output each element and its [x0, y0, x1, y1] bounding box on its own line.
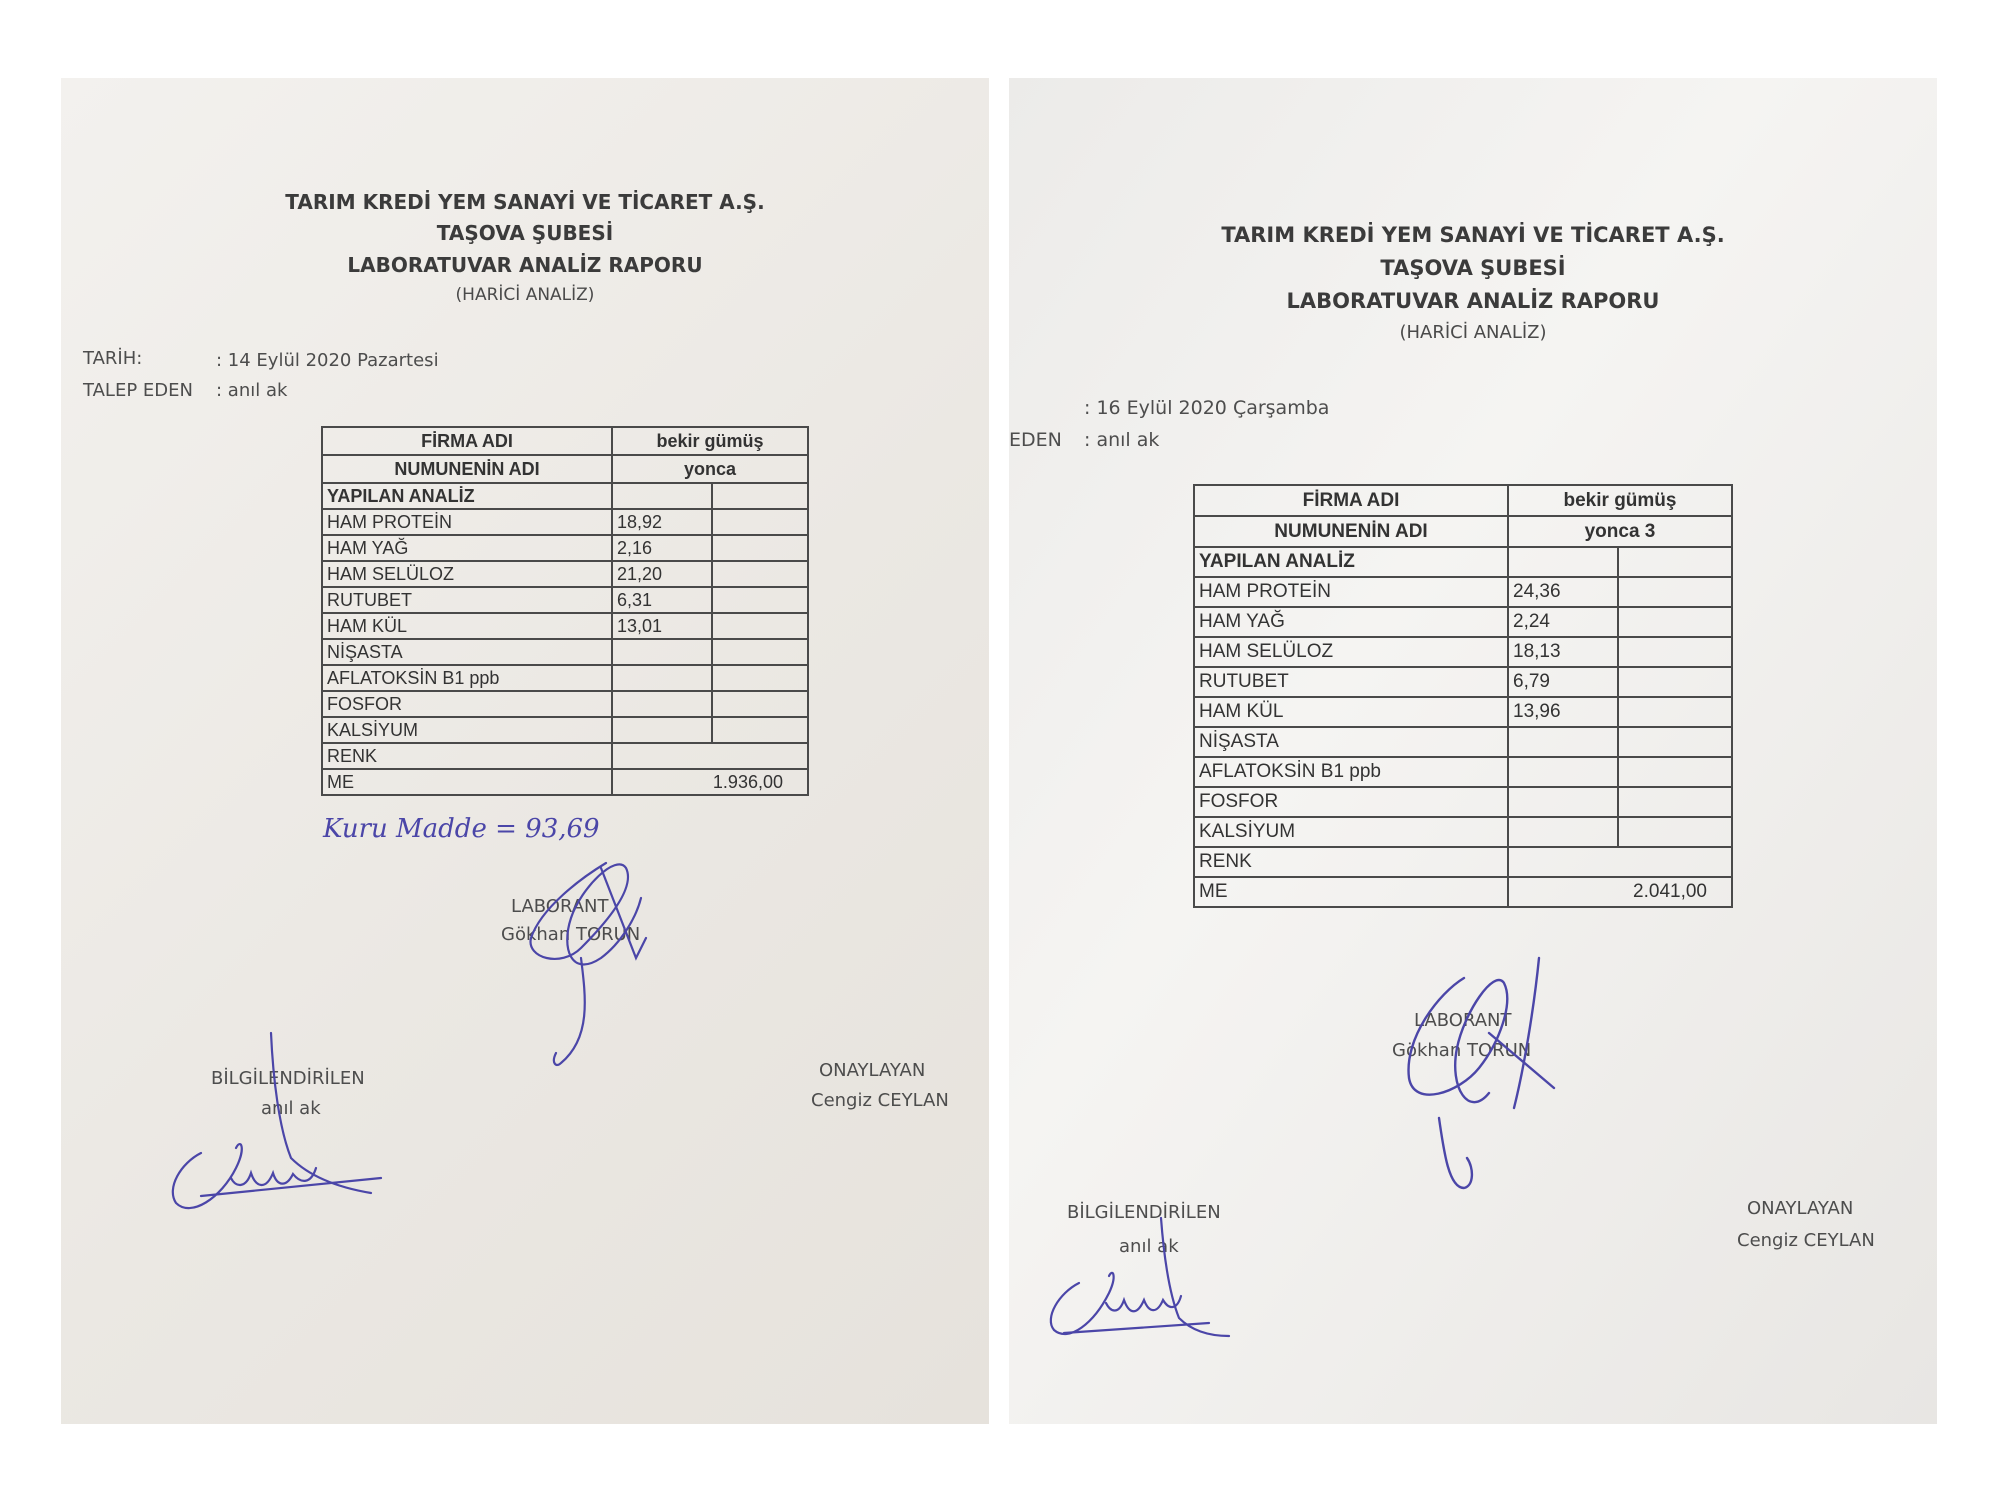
row-value: 18,13 [1508, 637, 1618, 667]
row-label: HAM KÜL [1194, 697, 1508, 727]
informed-signature [173, 1033, 381, 1208]
handwritten-dry-matter-note: Kuru Madde = 93,69 [323, 814, 600, 844]
analysis-label: YAPILAN ANALİZ [322, 483, 612, 509]
row-label: KALSİYUM [1194, 817, 1508, 847]
firm-value: bekir gümüş [612, 427, 808, 455]
renk-label: RENK [322, 743, 612, 769]
row-label: HAM YAĞ [322, 535, 612, 561]
lab-signature [531, 863, 646, 1065]
requester-value: : anıl ak [216, 380, 288, 401]
row-value: 6,31 [612, 587, 712, 613]
branch-name: TAŞOVA ŞUBESİ [1380, 256, 1566, 280]
lab-name: Gökhan TORUN [1392, 1040, 1532, 1061]
me-value: 1.936,00 [612, 769, 808, 795]
date-value: : 14 Eylül 2020 Pazartesi [216, 350, 439, 371]
sample-label: NUMUNENİN ADI [322, 455, 612, 483]
sample-value: yonca 3 [1508, 516, 1732, 547]
sample-label: NUMUNENİN ADI [1194, 516, 1508, 547]
row-value: 2,24 [1508, 607, 1618, 637]
firm-value: bekir gümüş [1508, 485, 1732, 516]
row-value: 18,92 [612, 509, 712, 535]
row-label: HAM YAĞ [1194, 607, 1508, 637]
row-value: 13,96 [1508, 697, 1618, 727]
right-report-photo [1009, 78, 1937, 1424]
me-value: 2.041,00 [1508, 877, 1732, 907]
row-label: HAM KÜL [322, 613, 612, 639]
lab-name: Gökhan TORUN [501, 924, 641, 945]
sample-value: yonca [612, 455, 808, 483]
row-label: HAM PROTEİN [1194, 577, 1508, 607]
firm-label: FİRMA ADI [1194, 485, 1508, 516]
informed-name: anıl ak [261, 1098, 321, 1119]
me-label: ME [1194, 877, 1508, 907]
approver-name: Cengiz CEYLAN [811, 1090, 949, 1111]
row-label: RUTUBET [322, 587, 612, 613]
row-value: 2,16 [612, 535, 712, 561]
company-name: TARIM KREDİ YEM SANAYİ VE TİCARET A.Ş. [1221, 223, 1725, 247]
renk-label: RENK [1194, 847, 1508, 877]
informed-title: BİLGİLENDİRİLEN [211, 1068, 365, 1089]
row-value: 13,01 [612, 613, 712, 639]
row-value: 21,20 [612, 561, 712, 587]
informed-title: BİLGİLENDİRİLEN [1067, 1202, 1221, 1223]
left-report-photo [61, 78, 989, 1424]
lab-title: LABORANT [1414, 1010, 1512, 1031]
requester-label: EDEN [1009, 429, 1062, 451]
requester-value: : anıl ak [1084, 429, 1160, 451]
company-name: TARIM KREDİ YEM SANAYİ VE TİCARET A.Ş. [285, 190, 765, 214]
lab-title: LABORANT [511, 896, 609, 917]
analysis-label: YAPILAN ANALİZ [1194, 547, 1508, 577]
row-label: AFLATOKSİN B1 ppb [1194, 757, 1508, 787]
row-label: AFLATOKSİN B1 ppb [322, 665, 612, 691]
approver-title: ONAYLAYAN [819, 1060, 926, 1081]
row-label: HAM SELÜLOZ [1194, 637, 1508, 667]
informed-signature [1051, 1218, 1229, 1336]
me-label: ME [322, 769, 612, 795]
row-label: HAM PROTEİN [322, 509, 612, 535]
row-label: NİŞASTA [322, 639, 612, 665]
row-label: FOSFOR [1194, 787, 1508, 817]
row-label: FOSFOR [322, 691, 612, 717]
row-value: 6,79 [1508, 667, 1618, 697]
requester-label: TALEP EDEN [83, 380, 193, 401]
firm-label: FİRMA ADI [322, 427, 612, 455]
approver-name: Cengiz CEYLAN [1737, 1230, 1875, 1251]
row-label: RUTUBET [1194, 667, 1508, 697]
report-subtitle: (HARİCİ ANALİZ) [1399, 322, 1547, 343]
report-title: LABORATUVAR ANALİZ RAPORU [1286, 289, 1660, 313]
row-label: NİŞASTA [1194, 727, 1508, 757]
row-label: HAM SELÜLOZ [322, 561, 612, 587]
branch-name: TAŞOVA ŞUBESİ [436, 221, 614, 245]
report-title: LABORATUVAR ANALİZ RAPORU [347, 253, 703, 277]
date-label: TARİH: [83, 348, 143, 369]
report-subtitle: (HARİCİ ANALİZ) [455, 285, 595, 305]
row-label: KALSİYUM [322, 717, 612, 743]
right-signatures-overlay [1009, 78, 1937, 1424]
date-value: : 16 Eylül 2020 Çarşamba [1084, 397, 1330, 419]
approver-title: ONAYLAYAN [1747, 1198, 1854, 1219]
lab-signature [1409, 958, 1554, 1188]
row-value: 24,36 [1508, 577, 1618, 607]
left-signatures-overlay [61, 78, 989, 1424]
informed-name: anıl ak [1119, 1236, 1179, 1257]
